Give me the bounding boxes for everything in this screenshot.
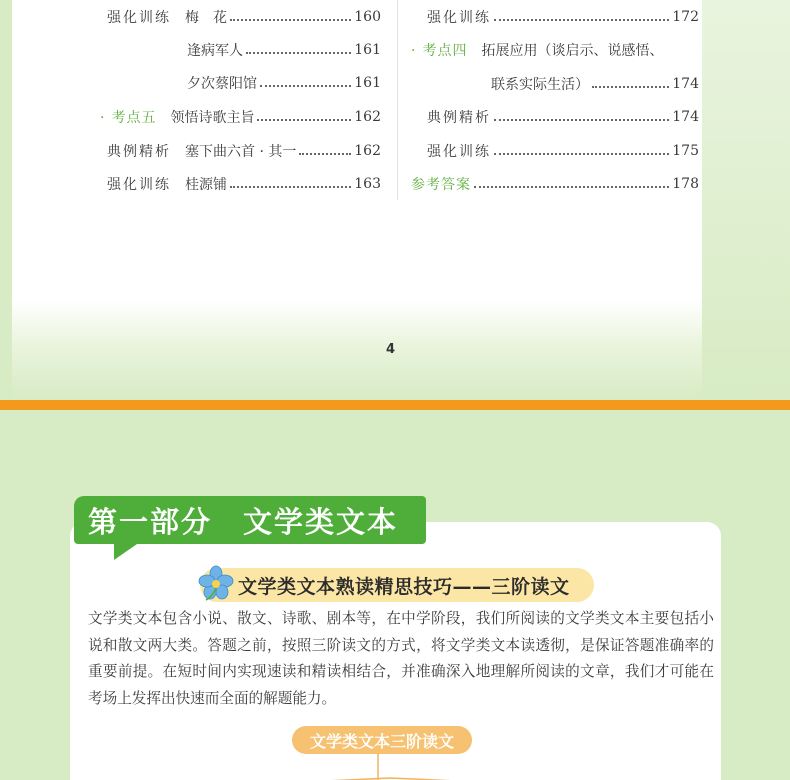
- toc-entry-page: 178: [672, 176, 699, 192]
- toc-entry: [411, 33, 699, 67]
- page-number: 4: [386, 342, 396, 357]
- toc-entry-title: 逢病军人: [187, 43, 243, 59]
- toc-entry-page: 172: [672, 9, 699, 25]
- diagram-label: 文学类文本三阶读文: [292, 726, 472, 754]
- subheading-pill: [200, 568, 594, 602]
- subheading-text: 文学类文本熟读精思技巧——三阶读文: [238, 575, 570, 598]
- toc-entry: [427, 100, 699, 134]
- toc-entry-page: 163: [354, 176, 381, 192]
- toc-entry-page: 161: [354, 75, 381, 91]
- toc-entry: [427, 134, 699, 168]
- toc-entry-page: 162: [354, 143, 381, 159]
- toc-entry-page: 174: [672, 76, 699, 92]
- toc-entry: [107, 0, 381, 34]
- toc-entry-page: 161: [354, 42, 381, 58]
- toc-leader-dots: [474, 186, 669, 188]
- section-page: [0, 410, 790, 780]
- toc-entry: [187, 66, 381, 100]
- toc-entry-page: 175: [672, 143, 699, 159]
- toc-entry: [107, 167, 381, 201]
- page-frame-left: [0, 0, 12, 400]
- toc-entry: [107, 134, 381, 168]
- toc-leader-dots: [257, 119, 351, 121]
- intro-paragraph: 文学类文本包含小说、散文、诗歌、剧本等，在中学阶段，我们所阅读的文学类文本主要包括小说和散文两大类。答题之前，按照三阶读文的方式，将文学类文本读透彻，是保证答题准确率的重要前提。在短时间内实现速读和精读相结合，并准确深入地理解所阅读的文章，我们才可能在考场上发挥出快速而全面的解题能力。: [88, 610, 714, 707]
- toc-entry-title: 夕次蔡阳馆: [187, 76, 257, 92]
- toc-leader-dots: [494, 119, 669, 121]
- toc-entry-title: 领悟诗歌主旨: [170, 110, 255, 126]
- page-divider-bar: [0, 400, 790, 410]
- toc-entry-title: 梅 花: [185, 10, 227, 26]
- toc-entry-title: 塞下曲六首 · 其一: [185, 144, 297, 160]
- toc-entry-page: 160: [354, 9, 381, 25]
- toc-entry-label: 参考答案: [411, 177, 471, 193]
- toc-leader-dots: [494, 153, 669, 155]
- column-divider: [397, 0, 398, 200]
- diagram-connector-lines: [200, 754, 600, 780]
- toc-entry-title: 桂源铺: [185, 177, 227, 193]
- flower-icon: [196, 564, 236, 604]
- toc-entry-label: · 考点五: [100, 107, 156, 127]
- toc-entry-label: 强化训练: [427, 10, 491, 26]
- toc-leader-dots: [260, 85, 351, 87]
- toc-entry-label: · 考点四: [411, 40, 467, 60]
- toc-entry: [411, 167, 699, 201]
- toc-entry: [187, 33, 381, 67]
- page-frame-right: [702, 0, 790, 400]
- section-title: 第一部分 文学类文本: [88, 504, 399, 539]
- toc-entry-title: 拓展应用（谈启示、说感悟、: [481, 43, 664, 59]
- toc-entry-label: 强化训练: [107, 177, 171, 193]
- toc-leader-dots: [230, 19, 351, 21]
- toc-leader-dots: [494, 19, 669, 21]
- toc-leader-dots: [592, 86, 669, 88]
- toc-leader-dots: [246, 52, 351, 54]
- toc-leader-dots: [230, 186, 351, 188]
- toc-entry-label: 强化训练: [427, 144, 491, 160]
- toc-leader-dots: [299, 153, 351, 155]
- toc-entry-label: 典例精析: [107, 144, 171, 160]
- toc-entry-page: 162: [354, 109, 381, 125]
- toc-entry-page: 174: [672, 109, 699, 125]
- toc-entry-title: 联系实际生活）: [491, 77, 589, 93]
- toc-entry: [100, 100, 381, 134]
- toc-entry-label: 典例精析: [427, 110, 491, 126]
- toc-entry: [427, 0, 699, 34]
- toc-entry-label: 强化训练: [107, 10, 171, 26]
- section-banner: [74, 496, 426, 544]
- toc-entry: [491, 67, 699, 101]
